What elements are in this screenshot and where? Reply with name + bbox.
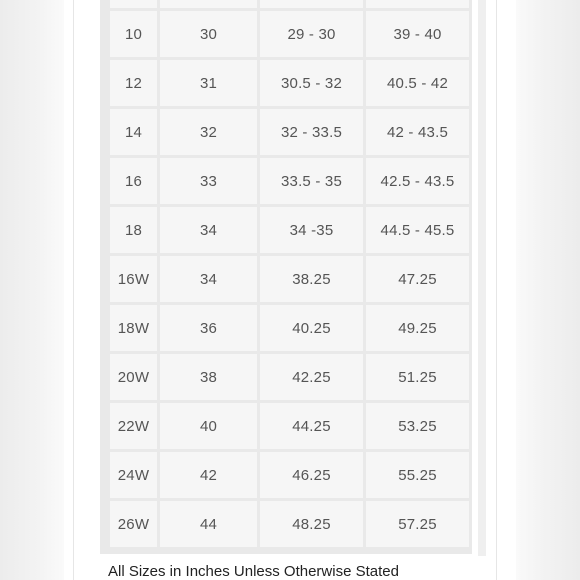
table-cell: 20W xyxy=(110,354,157,400)
table-cell: 30 xyxy=(160,11,257,57)
left-divider xyxy=(73,0,74,580)
table-cell: 29 - 30 xyxy=(260,11,363,57)
table-cell: 16 xyxy=(110,158,157,204)
table-cell: 53.25 xyxy=(366,403,469,449)
table-cell xyxy=(260,0,363,8)
table-cell: 33.5 - 35 xyxy=(260,158,363,204)
table-cell: 49.25 xyxy=(366,305,469,351)
table-row xyxy=(110,207,469,253)
table-row xyxy=(110,452,469,498)
table-cell: 30.5 - 32 xyxy=(260,60,363,106)
table-row xyxy=(110,501,469,547)
table-cell: 38 xyxy=(160,354,257,400)
table-cell: 47.25 xyxy=(366,256,469,302)
table-cell: 40 xyxy=(160,403,257,449)
table-cell: 55.25 xyxy=(366,452,469,498)
table-cell: 18 xyxy=(110,207,157,253)
table-row xyxy=(110,60,469,106)
table-cell: 46.25 xyxy=(260,452,363,498)
table-cell: 44 xyxy=(160,501,257,547)
table-cell: 12 xyxy=(110,60,157,106)
left-edge-shading xyxy=(0,0,64,580)
right-divider xyxy=(496,0,497,580)
table-cell: 42.25 xyxy=(260,354,363,400)
table-cell: 24W xyxy=(110,452,157,498)
table-cell: 38.25 xyxy=(260,256,363,302)
table-cell: 18W xyxy=(110,305,157,351)
table-row xyxy=(110,0,469,8)
table-cell: 57.25 xyxy=(366,501,469,547)
table-cell: 40.25 xyxy=(260,305,363,351)
table-cell: 42 - 43.5 xyxy=(366,109,469,155)
table-cell: 34 xyxy=(160,256,257,302)
table-cell: 34 xyxy=(160,207,257,253)
size-table-body xyxy=(110,0,469,547)
table-cell: 34 -35 xyxy=(260,207,363,253)
table-cell: 31 xyxy=(160,60,257,106)
table-row xyxy=(110,11,469,57)
table-row xyxy=(110,403,469,449)
table-row xyxy=(110,256,469,302)
table-cell: 32 - 33.5 xyxy=(260,109,363,155)
right-edge-shading xyxy=(516,0,580,580)
table-row xyxy=(110,109,469,155)
table-cell: 36 xyxy=(160,305,257,351)
table-row xyxy=(110,305,469,351)
table-cell: 51.25 xyxy=(366,354,469,400)
table-cell: 26W xyxy=(110,501,157,547)
table-cell: 42 xyxy=(160,452,257,498)
scroll-strip xyxy=(478,0,486,556)
table-cell: 44.25 xyxy=(260,403,363,449)
table-cell: 40.5 - 42 xyxy=(366,60,469,106)
size-chart-table xyxy=(107,0,472,550)
table-cell: 22W xyxy=(110,403,157,449)
table-cell: 48.25 xyxy=(260,501,363,547)
table-cell: 39 - 40 xyxy=(366,11,469,57)
table-cell: 42.5 - 43.5 xyxy=(366,158,469,204)
table-cell: 32 xyxy=(160,109,257,155)
table-cell: 16W xyxy=(110,256,157,302)
units-note: All Sizes in Inches Unless Otherwise Stated xyxy=(108,563,399,580)
table-cell xyxy=(110,0,157,8)
table-row xyxy=(110,354,469,400)
table-cell xyxy=(160,0,257,8)
table-cell: 44.5 - 45.5 xyxy=(366,207,469,253)
table-row xyxy=(110,158,469,204)
table-cell xyxy=(366,0,469,8)
table-cell: 14 xyxy=(110,109,157,155)
table-cell: 10 xyxy=(110,11,157,57)
table-cell: 33 xyxy=(160,158,257,204)
